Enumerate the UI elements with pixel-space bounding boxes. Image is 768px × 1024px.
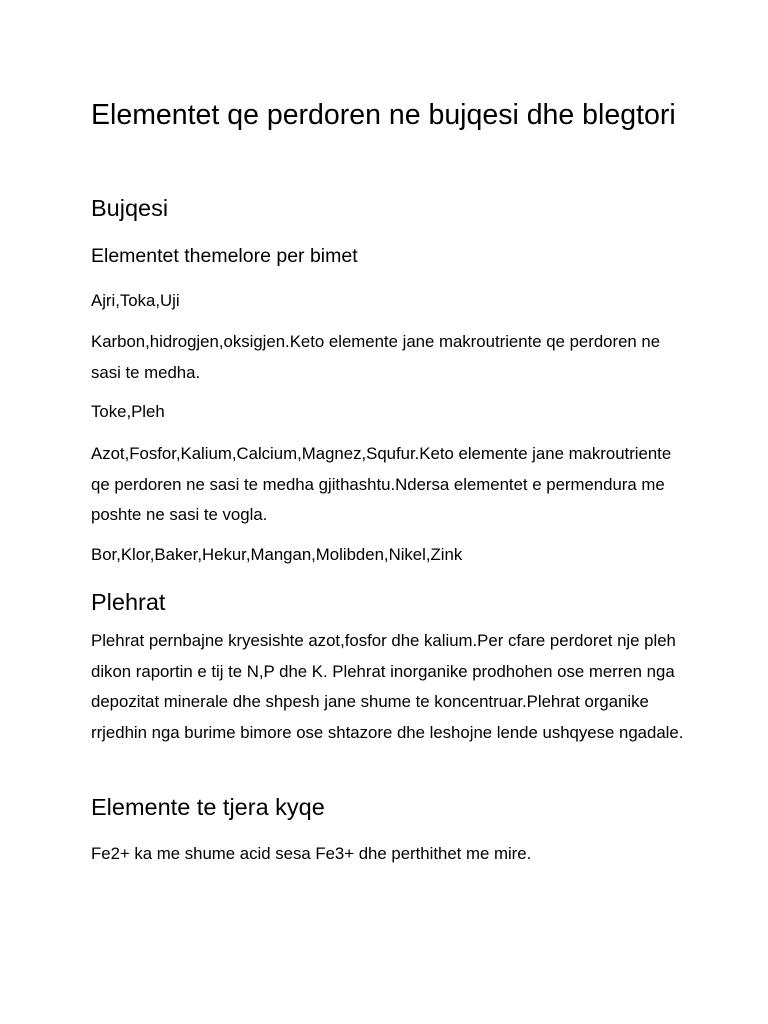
paragraph: Ajri,Toka,Uji (91, 291, 180, 310)
section-heading-bujqesi: Bujqesi (91, 195, 169, 221)
paragraph: Karbon,hidrogjen,oksigjen.Keto elemente jane makroutriente qe perdoren ne sasi te medha. (91, 332, 661, 382)
section-heading-plehrat: Plehrat (91, 589, 166, 615)
subheading-elementet-themelore: Elementet themelore per bimet (91, 245, 358, 267)
paragraph: Plehrat pernbajne kryesishte azot,fosfor dhe kalium.Per cfare perdoret nje pleh dikon raportin e tij te N,P dhe K. Plehrat inorganike prodhohen ose merren nga depozitat minerale dhe shpesh jane shume te koncentruar.Plehrat organike rrjedhin nga burime bimore ose shtazore dhe leshojne lende ushqyese ngadale. (91, 631, 684, 742)
document-title: Elementet qe perdoren ne bujqesi dhe blegtori (91, 99, 676, 131)
paragraph: Bor,Klor,Baker,Hekur,Mangan,Molibden,Nikel,Zink (91, 545, 463, 564)
section-heading-elemente-te-tjera: Elemente te tjera kyqe (91, 794, 325, 820)
paragraph: Fe2+ ka me shume acid sesa Fe3+ dhe perthithet me mire. (91, 844, 532, 863)
paragraph: Toke,Pleh (91, 402, 165, 421)
paragraph: Azot,Fosfor,Kalium,Calcium,Magnez,Squfur.Keto elemente jane makroutriente qe perdoren ne sasi te medha gjithashtu.Ndersa elementet e permendura me poshte ne sasi te vogla. (91, 444, 672, 524)
